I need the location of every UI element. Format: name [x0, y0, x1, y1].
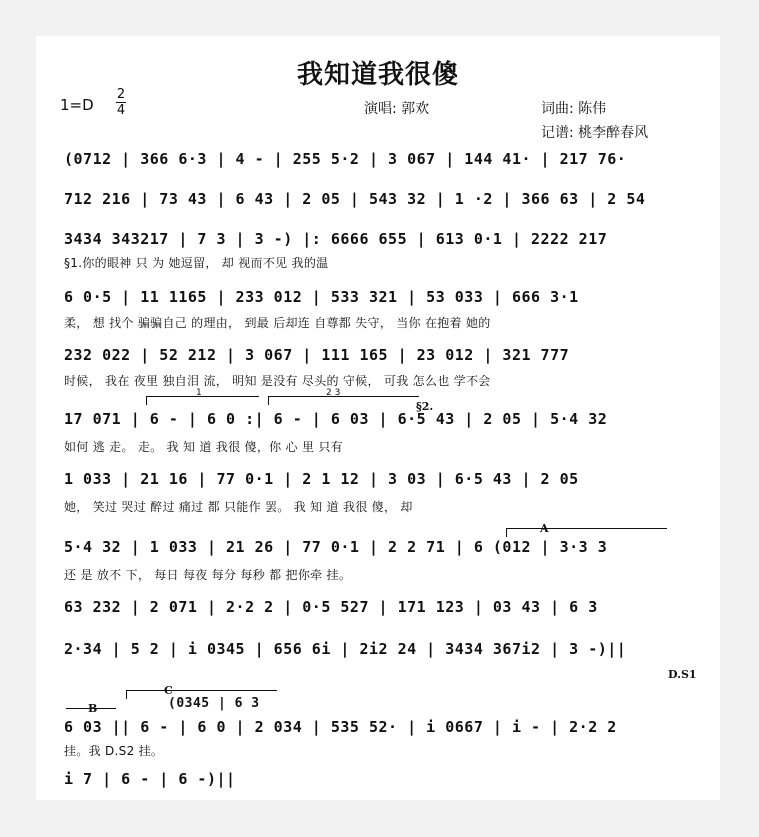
volta-bracket-23 — [268, 396, 419, 405]
score-line-10: 2·34 | 5 2 | i 0345 | 656 6i | 2i2 24 | 3434 367i2 | 3 -)|| — [64, 640, 627, 658]
volta-label-23: 2 3 — [326, 388, 341, 398]
score-line-3: 3434 343217 | 7 3 | 3 -) |: 6666 655 | 613 0·1 | 2222 217 — [64, 230, 608, 248]
lyricist-credit: 词曲: 陈伟 — [541, 101, 607, 117]
section-a-label: A — [540, 522, 549, 535]
key-signature: 1=D — [60, 96, 94, 114]
score-line-6: 17 071 | 6 - | 6 0 :| 6 - | 6 03 | 6·5 43 | 2 05 | 5·4 32 — [64, 410, 608, 428]
score-line-2: 712 216 | 73 43 | 6 43 | 2 05 | 543 32 | 1 ·2 | 366 63 | 2 54 — [64, 190, 646, 208]
singer-credit: 演唱: 郭欢 — [364, 101, 430, 117]
song-title: 我知道我很傻 — [296, 60, 459, 90]
lyric-line-3: §1.你的眼神 只 为 她逗留， 却 视而不见 我的温 — [64, 256, 329, 270]
volta-label-1: 1 — [196, 388, 202, 398]
score-line-4: 6 0·5 | 11 1165 | 233 012 | 533 321 | 53 033 | 666 3·1 — [64, 288, 579, 306]
lyric-line-4: 柔， 想 找个 骗骗自己 的理由， 到最 后却连 自尊都 失守， 当你 在抱着 她的 — [64, 316, 491, 330]
score-line-5: 232 022 | 52 212 | 3 067 | 111 165 | 23 012 | 321 777 — [64, 346, 570, 364]
segno-2: §2. — [416, 400, 434, 413]
lyric-line-8: 还 是 放不 下， 每日 每夜 每分 每秒 都 把你牵 挂。 — [64, 568, 352, 582]
section-c-overlay: (0345 | 6 3 — [168, 696, 260, 711]
section-a-bracket — [506, 528, 667, 537]
volta-bracket-1 — [146, 396, 259, 405]
lyric-line-5: 时候， 我在 夜里 独自泪 流， 明知 是没有 尽头的 守候， 可我 怎么也 学不会 — [64, 374, 491, 388]
score-line-9: 63 232 | 2 071 | 2·2 2 | 0·5 527 | 171 123 | 03 43 | 6 3 — [64, 598, 598, 616]
section-b-label: B — [88, 702, 98, 715]
score-line-8: 5·4 32 | 1 033 | 21 26 | 77 0·1 | 2 2 71 | 6 (012 | 3·3 3 — [64, 538, 608, 556]
score-sheet — [36, 36, 720, 800]
score-line-12: i 7 | 6 - | 6 -)|| — [64, 770, 236, 788]
time-signature — [116, 88, 126, 117]
section-c-label: C — [164, 684, 173, 697]
lyric-line-11: 挂。我 D.S2 挂。 — [64, 744, 164, 758]
time-signature-top: 2 — [116, 87, 126, 102]
lyric-line-7: 她， 笑过 哭过 醉过 痛过 都 只能作 罢。 我 知 道 我很 傻， 却 — [64, 500, 413, 514]
lyric-line-6: 如何 逃 走。 走。 我 知 道 我很 傻，你 心 里 只有 — [64, 440, 343, 454]
score-line-7: 1 033 | 21 16 | 77 0·1 | 2 1 12 | 3 03 | 6·5 43 | 2 05 — [64, 470, 579, 488]
transcriber-credit: 记谱: 桃李醉春风 — [541, 125, 649, 141]
ds1-marker: D.S1 — [668, 668, 697, 681]
time-signature-bottom: 4 — [116, 103, 126, 118]
score-line-11: 6 03 || 6 - | 6 0 | 2 034 | 535 52· | i 0667 | i - | 2·2 2 — [64, 718, 617, 736]
score-line-1: (0712 | 366 6·3 | 4 - | 255 5·2 | 3 067 | 144 41· | 217 76· — [64, 150, 627, 168]
